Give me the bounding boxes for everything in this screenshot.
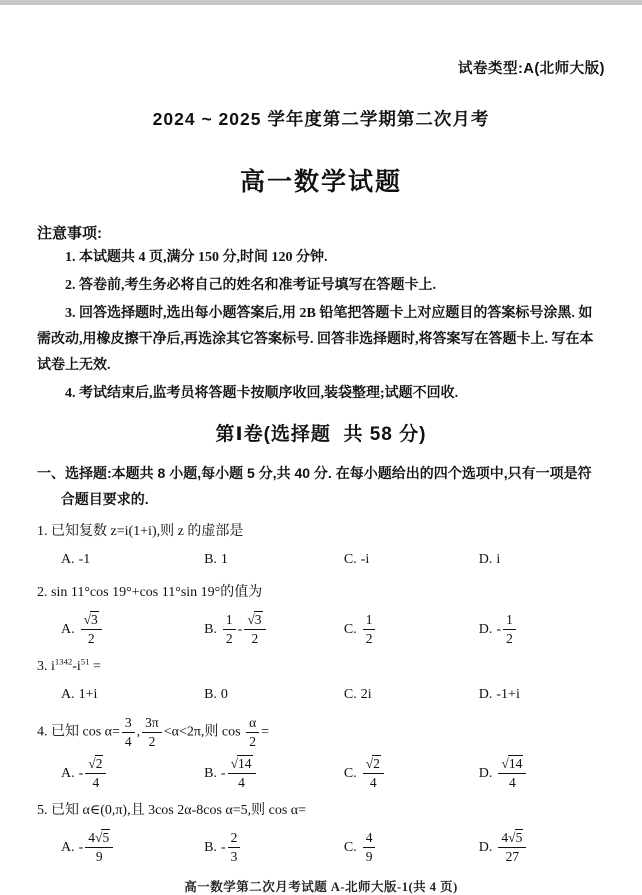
question-2-option-d xyxy=(479,612,605,647)
option-label: D. xyxy=(478,621,493,637)
option-label: C. xyxy=(343,621,357,637)
option-label: C. xyxy=(343,765,357,781)
option-label: A. xyxy=(61,621,75,637)
question-4-option-b xyxy=(204,756,344,791)
question-5-option-b xyxy=(204,830,344,865)
question-5-option-d xyxy=(479,830,605,865)
question-1 xyxy=(37,519,605,573)
option-value: -i xyxy=(360,552,370,567)
question-4-options xyxy=(37,756,605,791)
option-label: B. xyxy=(204,765,217,781)
question-2 xyxy=(37,580,605,647)
notice-item-2: 2. 答卷前,考生务必将自己的姓名和准考证号填写在答题卡上. xyxy=(65,278,436,293)
question-3-option-c xyxy=(344,682,479,708)
option-value: 1+i xyxy=(78,687,98,703)
question-1-option-a xyxy=(61,547,204,573)
option-value: $\frac{√2}{4}$ xyxy=(361,766,386,781)
notice-heading: 注意事项: xyxy=(37,225,102,242)
question-1-options xyxy=(37,547,605,573)
question-2-options xyxy=(37,612,605,647)
option-label: C. xyxy=(343,839,357,855)
question-3-options xyxy=(37,682,605,708)
option-value: $\frac{4}{9}$ xyxy=(361,840,378,855)
option-value: - $\frac{2}{3}$ xyxy=(221,840,242,855)
option-value: - $\frac{1}{2}$ xyxy=(496,622,517,637)
section-1-title: 第Ⅰ卷(选择题 共 58 分) xyxy=(215,424,427,445)
notice-item-4: 4. 考试结束后,监考员将答题卡按顺序收回,装袋整理;试题不回收. xyxy=(65,386,459,401)
page-content xyxy=(0,57,642,895)
option-label: A. xyxy=(61,687,75,703)
question-3-option-a xyxy=(61,682,204,708)
option-label: D. xyxy=(478,765,493,781)
question-3-stem: 3. $i^{1342}-i^{51}$ = xyxy=(37,656,101,675)
option-value: - $\frac{√2}{4}$ xyxy=(79,766,109,781)
notice-item-3: 3. 回答选择题时,选出每小题答案后,用 2B 铅笔把答题卡上对应题目的答案标号涂黑. 如需改动,用橡皮擦干净后,再选涂其它答案标号. 回答非选择题时,将答案写在答题卡上. 写在本试卷上无效. xyxy=(37,306,594,373)
question-2-option-a xyxy=(61,612,204,647)
option-value: - $\frac{√14}{4}$ xyxy=(221,766,258,781)
option-value: -1+i xyxy=(496,687,520,703)
question-1-option-d xyxy=(479,547,605,573)
question-5-option-a xyxy=(61,830,204,865)
question-2-option-b xyxy=(204,612,344,647)
option-label: D. xyxy=(478,839,493,855)
question-1-option-b xyxy=(204,547,344,573)
exam-type-label: 试卷类型:A(北师大版) xyxy=(458,61,605,77)
option-value: $\frac{1}{2}$ - $\frac{√3}{2}$ xyxy=(221,622,268,637)
exam-session-title: 2024 ~ 2025 学年度第二学期第二次月考 xyxy=(152,109,490,129)
option-value: $\frac{4√5}{27}$ xyxy=(496,840,528,855)
option-value: - $\frac{4√5}{9}$ xyxy=(79,840,116,855)
option-label: A. xyxy=(61,765,75,781)
option-label: A. xyxy=(61,839,75,855)
notice-item-1: 1. 本试题共 4 页,满分 150 分,时间 120 分钟. xyxy=(65,250,328,265)
page-footer: 高一数学第二次月考试题 A-北师大版-1(共 4 页) xyxy=(184,880,458,895)
option-value: $\frac{√14}{4}$ xyxy=(496,766,528,781)
scan-edge-band xyxy=(0,0,642,5)
notice-section xyxy=(37,222,605,407)
option-label: C. xyxy=(343,552,357,567)
question-4-option-c xyxy=(344,756,479,791)
option-value: i xyxy=(496,552,501,567)
section-1-instructions: 一、选择题:本题共 8 小题,每小题 5 分,共 40 分. 在每小题给出的四个选项中,只有一项是符合题目要求的. xyxy=(37,465,592,507)
option-label: A. xyxy=(61,552,75,567)
question-3-option-d xyxy=(479,682,605,708)
question-3 xyxy=(37,654,605,708)
question-1-option-c xyxy=(344,547,479,573)
option-value: 0 xyxy=(220,687,228,703)
option-label: C. xyxy=(343,687,357,703)
question-4-option-d xyxy=(479,756,605,791)
question-3-option-b xyxy=(204,682,344,708)
question-5 xyxy=(37,798,605,865)
option-label: B. xyxy=(204,839,217,855)
question-2-stem: 2. sin 11°cos 19°+cos 11°sin 19°的值为 xyxy=(37,585,263,600)
option-value: -1 xyxy=(78,552,91,567)
option-value: $\frac{√3}{2}$ xyxy=(79,622,104,637)
option-label: B. xyxy=(204,621,217,637)
option-label: D. xyxy=(478,687,493,703)
question-4-option-a xyxy=(61,756,204,791)
page-title: 高一数学试题 xyxy=(239,168,402,196)
option-value: 1 xyxy=(220,552,228,567)
question-4 xyxy=(37,715,605,791)
question-5-options xyxy=(37,830,605,865)
question-4-stem: 4. 已知 cos α= $\frac{3}{4}$ , $\frac{3\pi}{2}$ <α<2π,则 cos $\frac{\alpha}{2}$ = xyxy=(37,715,270,749)
option-label: B. xyxy=(204,687,217,703)
question-5-stem: 5. 已知 α∈(0,π),且 3cos 2α-8cos α=5,则 cos α= xyxy=(37,803,307,819)
question-2-option-c xyxy=(344,612,479,647)
option-value: 2i xyxy=(360,687,372,703)
question-1-stem: 1. 已知复数 z=i(1+i),则 z 的虚部是 xyxy=(37,524,244,539)
option-label: D. xyxy=(478,552,493,567)
option-value: $\frac{1}{2}$ xyxy=(361,622,378,637)
question-5-option-c xyxy=(344,830,479,865)
option-label: B. xyxy=(204,552,217,567)
